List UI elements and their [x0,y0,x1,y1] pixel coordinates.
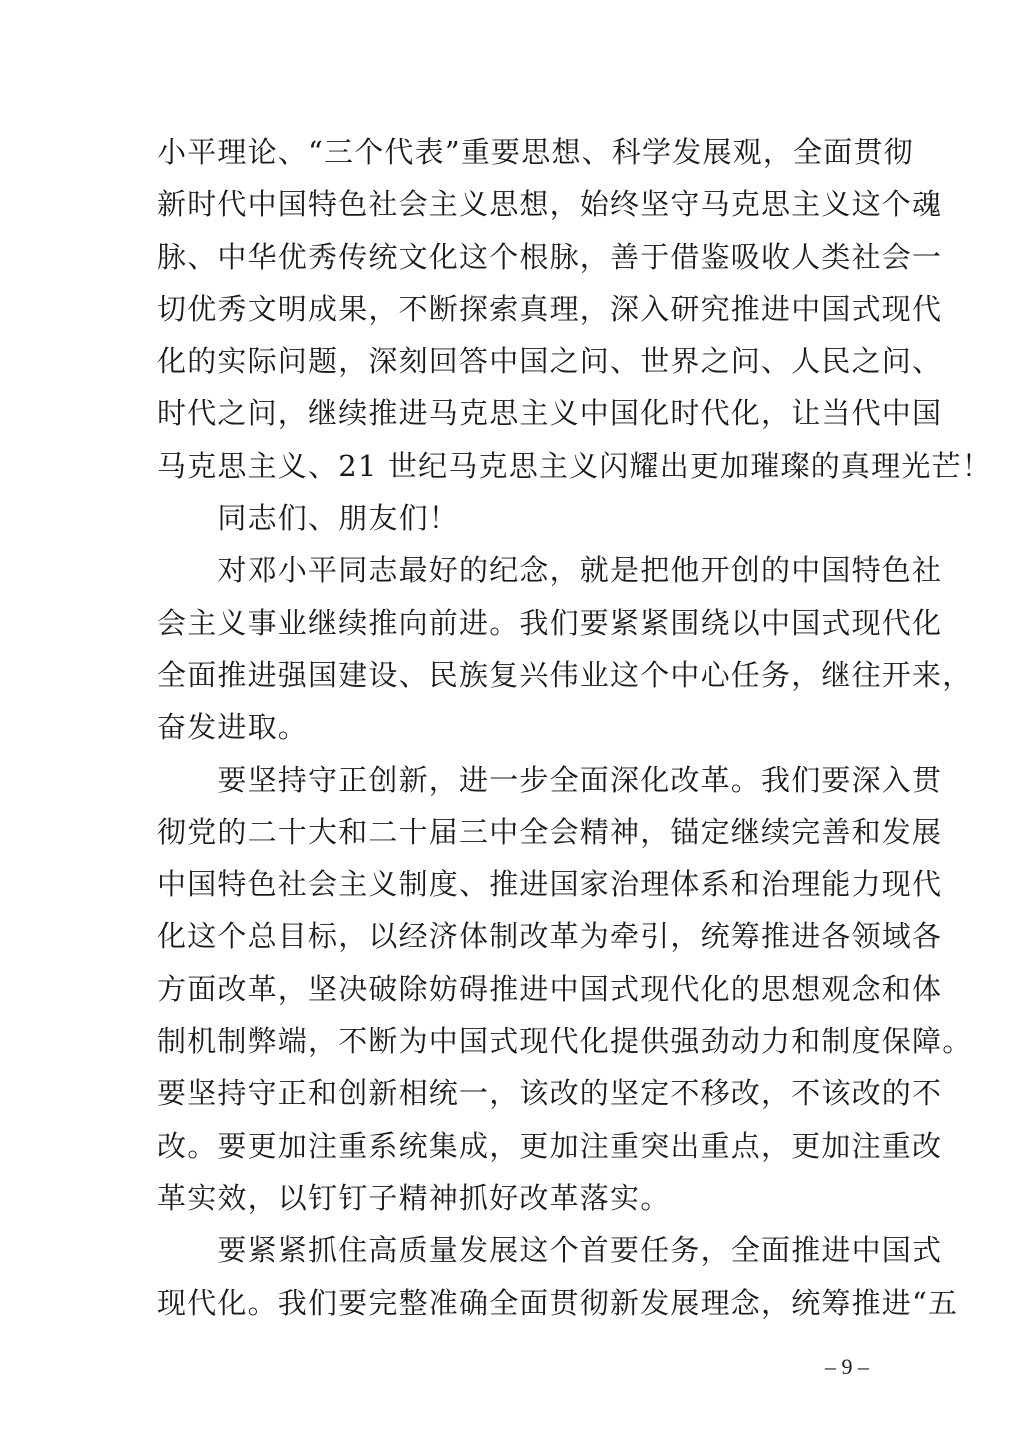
text-line: 改。要更加注重系统集成，更加注重突出重点，更加注重改 [157,1128,943,1163]
text-line: 马克思主义、21 世纪马克思主义闪耀出更加璀璨的真理光芒！ [157,448,992,483]
text-line: 革实效，以钉钉子精神抓好改革落实。 [157,1180,671,1215]
text-line: 会主义事业继续推向前进。我们要紧紧围绕以中国式现代化 [157,605,943,640]
text-line: 对邓小平同志最好的纪念，就是把他开创的中国特色社 [157,553,943,588]
text-line: 化这个总目标，以经济体制改革为牵引，统筹推进各领域各 [157,919,943,954]
text-line: 全面推进强国建设、民族复兴伟业这个中心任务，继往开来， [157,657,973,692]
text-line: 同志们、朋友们！ [157,501,460,536]
text-line: 新时代中国特色社会主义思想，始终坚守马克思主义这个魂 [157,187,943,222]
text-line: 现代化。我们要完整准确全面贯彻新发展理念，统筹推进“五 [157,1285,959,1320]
text-line: 彻党的二十大和二十届三中全会精神，锚定继续完善和发展 [157,814,943,849]
text-line: 要坚持守正创新，进一步全面深化改革。我们要深入贯 [157,762,943,797]
body-text [157,126,992,1329]
text-line: 时代之问，继续推进马克思主义中国化时代化，让当代中国 [157,396,943,431]
text-line: 切优秀文明成果，不断探索真理，深入研究推进中国式现代 [157,291,943,326]
text-line: 要坚持守正和创新相统一，该改的坚定不移改，不该改的不 [157,1076,943,1111]
text-line: 奋发进取。 [157,710,309,745]
text-line: 方面改革，坚决破除妨碍推进中国式现代化的思想观念和体 [157,971,943,1006]
text-line: 制机制弊端，不断为中国式现代化提供强劲动力和制度保障。 [157,1024,973,1059]
text-line: 中国特色社会主义制度、推进国家治理体系和治理能力现代 [157,867,943,902]
text-line: 要紧紧抓住高质量发展这个首要任务，全面推进中国式 [157,1233,943,1268]
text-line: 小平理论、“三个代表”重要思想、科学发展观，全面贯彻 [157,135,914,169]
text-line: 化的实际问题，深刻回答中国之问、世界之问、人民之问、 [157,344,943,379]
page-number: – 9 – [825,1354,869,1379]
text-line: 脉、中华优秀传统文化这个根脉，善于借鉴吸收人类社会一 [157,239,943,274]
